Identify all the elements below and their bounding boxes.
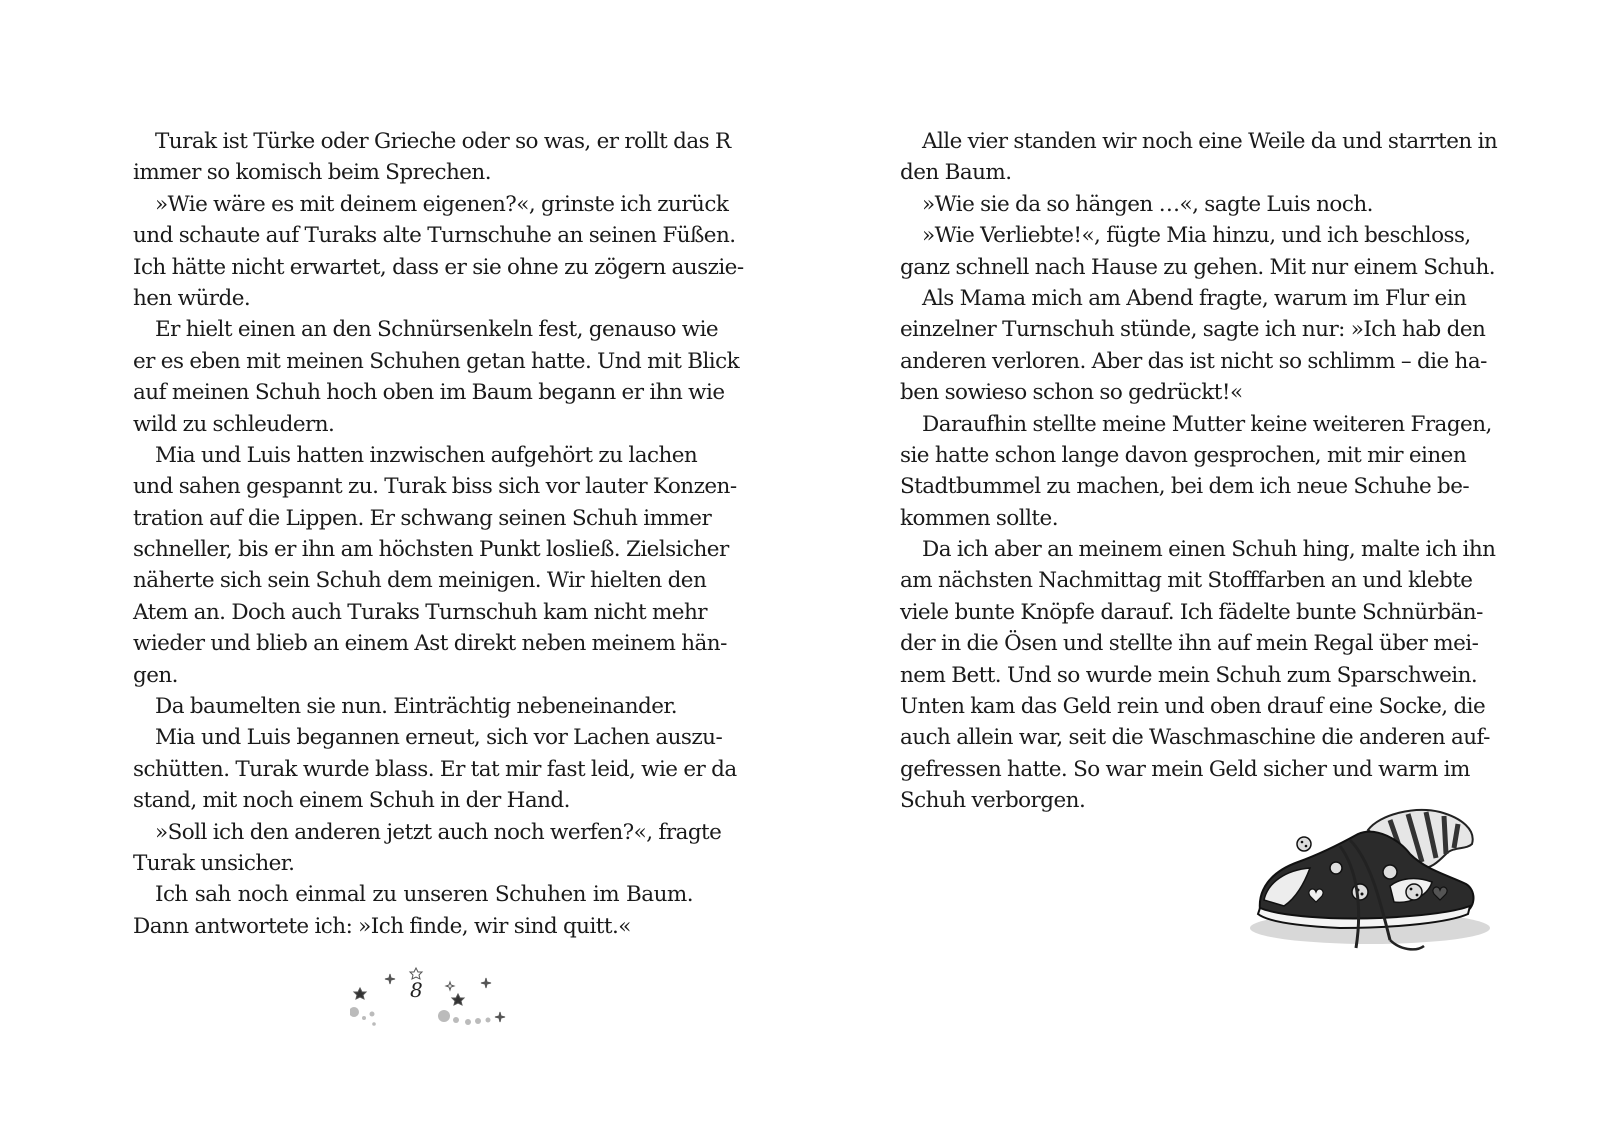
text-line: schneller, bis er ihn am höchsten Punkt losließ. Zielsicher [133,537,729,563]
text-line: Da baumelten sie nun. Einträchtig nebeneinander. [155,694,678,720]
text-line: Schuh verborgen. [900,788,1086,814]
text-line: hen würde. [133,285,251,311]
text-line: wild zu schleudern. [133,411,335,437]
text-line: Er hielt einen an den Schnürsenkeln fest, genauso wie [155,317,719,343]
text-line: Turak ist Türke oder Grieche oder so was, er rollt das R [155,129,731,154]
text-line: Als Mama mich am Abend fragte, warum im Flur ein [922,285,1467,311]
text-line: »Wie sie da so hängen …«, sagte Luis noch. [922,191,1373,217]
text-line: kommen sollte. [900,505,1058,531]
text-line: gen. [133,662,178,688]
text-line: nem Bett. Und so wurde mein Schuh zum Sparschwein. [900,662,1478,688]
text-line: Atem an. Doch auch Turaks Turnschuh kam nicht mehr [133,599,707,625]
text-line: Da ich aber an meinem einen Schuh hing, malte ich ihn [922,537,1496,563]
text-line: und schaute auf Turaks alte Turnschuhe an seinen Füßen. [133,223,736,249]
right-page [800,0,1600,1131]
star-sparkle-ornament-icon [350,966,530,1036]
text-line: am nächsten Nachmittag mit Stofffarben an und klebte [900,568,1473,594]
text-line: Ich hätte nicht erwartet, dass er sie ohne zu zögern auszie- [133,254,744,280]
text-line: Mia und Luis begannen erneut, sich vor Lachen auszu- [155,725,723,751]
text-line: Unten kam das Geld rein und oben drauf eine Socke, die [900,694,1486,720]
text-line: Daraufhin stellte meine Mutter keine weiteren Fragen, [922,411,1492,437]
text-line: schütten. Turak wurde blass. Er tat mir fast leid, wie er da [133,756,737,782]
text-line: »Wie Verliebte!«, fügte Mia hinzu, und ich beschloss, [922,223,1471,249]
page-number: 8 [410,978,423,1002]
text-line: den Baum. [900,160,1012,186]
text-line: auch allein war, seit die Waschmaschine die anderen auf- [900,725,1490,751]
text-line: wieder und blieb an einem Ast direkt neben meinem hän- [133,631,727,657]
text-line: »Soll ich den anderen jetzt auch noch werfen?«, fragte [155,819,722,845]
text-line: »Wie wäre es mit deinem eigenen?«, grinste ich zurück [155,191,729,217]
text-line: immer so komisch beim Sprechen. [133,160,492,186]
text-line: er es eben mit meinen Schuhen getan hatte. Und mit Blick [133,348,740,374]
decorated-sneaker-with-sock-icon [1240,800,1510,960]
text-line: Mia und Luis hatten inzwischen aufgehört zu lachen [155,442,698,468]
text-line: Alle vier standen wir noch eine Weile da und starrten in [922,129,1498,154]
text-line: Stadtbummel zu machen, bei dem ich neue Schuhe be- [900,474,1470,500]
text-line: Ich sah noch einmal zu unseren Schuhen im Baum. [155,882,693,908]
text-line: näherte sich sein Schuh dem meinigen. Wir hielten den [133,568,707,594]
text-line: gefressen hatte. So war mein Geld sicher und warm im [900,756,1470,782]
left-page-text [133,126,744,942]
text-line: ganz schnell nach Hause zu gehen. Mit nur einem Schuh. [900,254,1496,280]
text-line: anderen verloren. Aber das ist nicht so schlimm – die ha- [900,348,1487,374]
text-line: einzelner Turnschuh stünde, sagte ich nur: »Ich hab den [900,317,1486,343]
text-line: und sahen gespannt zu. Turak biss sich vor lauter Konzen- [133,474,737,500]
text-line: stand, mit noch einem Schuh in der Hand. [133,788,570,814]
text-line: Turak unsicher. [133,850,295,876]
text-line: viele bunte Knöpfe darauf. Ich fädelte bunte Schnürbän- [900,599,1483,625]
text-line: sie hatte schon lange davon gesprochen, mit mir einen [900,442,1467,468]
text-line: tration auf die Lippen. Er schwang seinen Schuh immer [133,505,712,531]
text-line: ben sowieso schon so gedrückt!« [900,380,1243,406]
text-line: der in die Ösen und stellte ihn auf mein Regal über mei- [900,631,1479,657]
text-line: auf meinen Schuh hoch oben im Baum begann er ihn wie [133,380,725,406]
text-line: Dann antwortete ich: »Ich finde, wir sind quitt.« [133,913,631,939]
right-page-text [900,126,1498,817]
